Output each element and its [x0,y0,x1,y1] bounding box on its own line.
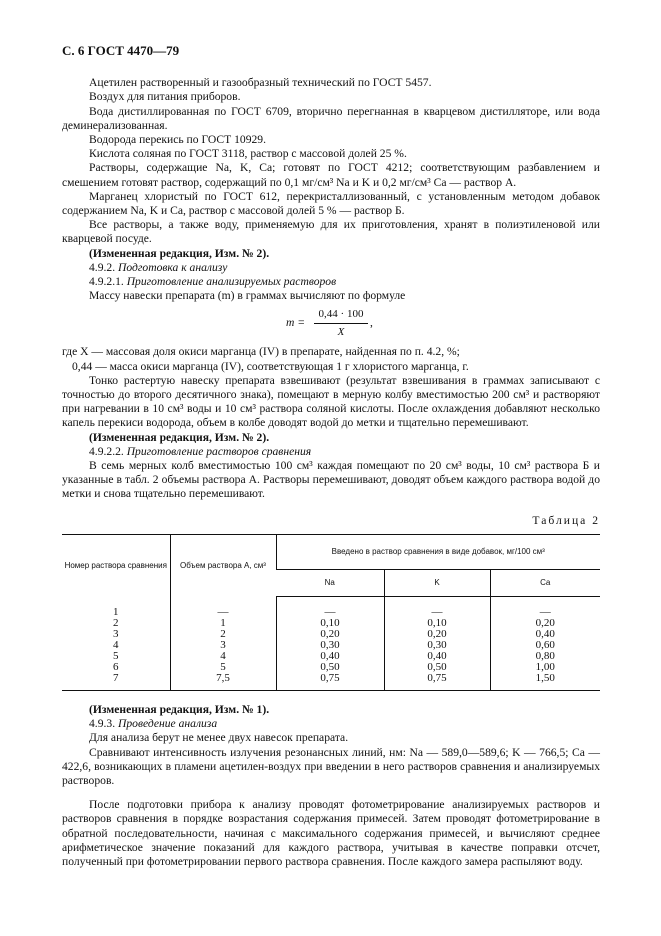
section-title: Приготовление анализируемых растворов [126,275,337,289]
paragraph: Водорода перекись по ГОСТ 10929. [89,133,266,147]
section-number: 4.9.2.2. [89,444,124,458]
paragraph: Кислота соляная по ГОСТ 3118, раствор с массовой долей 25 %. [89,147,407,161]
paragraph: Массу навески препарата (m) в граммах вычисляют по формуле [89,289,406,303]
table-cell: 4 [113,638,119,651]
section-heading [62,275,600,289]
table-cell: 7,5 [170,673,276,691]
formula-denominator: X [337,325,345,338]
table-cell: 5 [113,649,119,662]
table-cell: 6 [113,660,119,673]
table-cell: 1 [170,618,276,629]
edit-note: (Измененная редакция, Изм. № 2). [89,246,270,260]
table-cell: 0,75 [276,673,384,691]
paragraph: После подготовки прибора к анализу проводят фотометрирование анализируемых растворов и растворов сравнения в порядке возрастания содержания примесей. Затем проводят фотометрирование в обратной последовательности, начиная с максимального содержания примесей, и вычисляют среднее арифметическое значение показаний для каждого раствора, учитывая в качестве поправки отсчет, полученный при фотометрировании первого раствора сравнения. После каждого замера распыляют воду. [62,798,600,868]
table-cell: — [490,596,600,618]
comparison-table [62,534,600,691]
table-cell: 0,10 [276,618,384,629]
paragraph: Марганец хлористый по ГОСТ 612, перекристаллизованный, с установленным методом добавок содержанием Na, K и Ca, раствор с массовой долей 5 % — раствор Б. [62,189,600,218]
table-cell: 5 [170,662,276,673]
paragraph: Растворы, содержащие Na, K, Ca; готовят по ГОСТ 4212; соответствующим разбавлением и смешением готовят раствор, содержащий по 0,1 мг/см³ Na и K и 0,2 мг/см³ Ca — раствор А. [62,161,600,189]
table-caption: Таблица 2 [532,513,600,527]
page [62,44,600,869]
table-cell: 1,50 [490,673,600,691]
header-volume: Объем раствора А, см³ [170,534,276,596]
table-row [62,596,600,618]
paragraph: Все растворы, а также воду, применяемую для их приготовления, хранят в полиэтиленовой или кварцевой посуде. [62,218,600,246]
table-cell: 0,30 [276,640,384,651]
formula [62,307,600,339]
section-number: 4.9.2. [89,260,116,274]
table-cell: 0,50 [384,662,490,673]
header-na: Na [276,569,384,596]
edit-note: (Измененная редакция, Изм. № 1). [89,702,270,716]
table-cell: 0,40 [276,651,384,662]
where-line: 0,44 — масса окиси марганца (IV), соответствующая 1 г хлористого марганца, г. [72,359,469,373]
paragraph: Для анализа берут не менее двух навесок препарата. [89,731,349,745]
paragraph: Воздух для питания приборов. [89,90,241,104]
table-cell: 0,40 [490,629,600,640]
table-cell: 1 [113,605,119,618]
formula-equals: = [298,316,305,330]
table-cell: 0,20 [276,629,384,640]
paragraph: Ацетилен растворенный и газообразный технический по ГОСТ 5457. [89,76,432,90]
paragraph: Вода дистиллированная по ГОСТ 6709, вторично перегнанная в кварцевом дистилляторе, или вода деминерализованная. [62,104,600,132]
table-cell: 0,20 [490,618,600,629]
paragraph: Тонко растертую навеску препарата взвешивают (результат взвешивания в граммах записывают с точностью до второго десятичного знака), помещают в мерную колбу вместимостью 200 см³ и растворяют при нагревании в 10 см³ воды и 10 см³ раствора соляной кислоты. После охлаждения добавляют несколько капель перекиси водорода, объем в колбе доводят водой до метки и тщательно перемешивают. [62,373,600,430]
section-title: Проведение анализа [118,717,218,731]
formula-fraction [314,307,368,338]
paragraph: Сравнивают интенсивность излучения резонансных линий, нм: Na — 589,0—589,6; K — 766,5; Ca — 422,6, возникающих в пламени ацетилен-воздух при введении в него растворов сравнения и анализируемых растворов. [62,745,600,787]
table-cell: 3 [113,627,119,640]
formula-lhs: m [286,316,295,330]
formula-numerator: 0,44 · 100 [314,307,368,323]
paragraph: В семь мерных колб вместимостью 100 см³ каждая помещают по 20 см³ воды, 10 см³ раствора Б и указанные в табл. 2 объемы раствора А. Растворы перемешивают, доводят объем каждого раствора водой до метки и снова тщательно перемешивают. [62,459,600,501]
table-cell: 0,60 [490,640,600,651]
section-title: Подготовка к анализу [118,260,228,274]
table-cell: 2 [170,629,276,640]
table-cell: 2 [113,616,119,629]
table-cell: — [170,596,276,618]
where-line: где X — массовая доля окиси марганца (IV) в препарате, найденная по п. 4.2, %; [62,345,460,359]
edit-note: (Измененная редакция, Изм. № 2). [89,430,270,444]
section-number: 4.9.2.1. [89,275,124,289]
table-cell: — [384,596,490,618]
table-cell: 4 [170,651,276,662]
header-ca: Ca [490,569,600,596]
table-cell: 0,50 [276,662,384,673]
formula-end: , [370,316,373,330]
table-cell: 0,20 [384,629,490,640]
header-k: K [384,569,490,596]
section-heading [62,445,600,459]
header-number: Номер раствора сравнения [62,534,170,596]
table-cell: 1,00 [490,662,600,673]
table-cell: — [276,596,384,618]
table-cell: 7 [62,673,170,691]
table-cell: 0,75 [384,673,490,691]
section-heading [62,261,600,275]
table-cell: 0,30 [384,640,490,651]
section-heading [62,717,600,731]
page-header: С. 6 ГОСТ 4470—79 [62,43,180,58]
table-cell: 3 [170,640,276,651]
table-cell: 0,10 [384,618,490,629]
table-cell: 0,40 [384,651,490,662]
section-title: Приготовление растворов сравнения [126,444,312,458]
section-number: 4.9.3. [89,717,116,731]
table-row [62,673,600,691]
header-added: Введено в раствор сравнения в виде добавок, мг/100 см³ [276,534,600,569]
table-cell: 0,80 [490,651,600,662]
